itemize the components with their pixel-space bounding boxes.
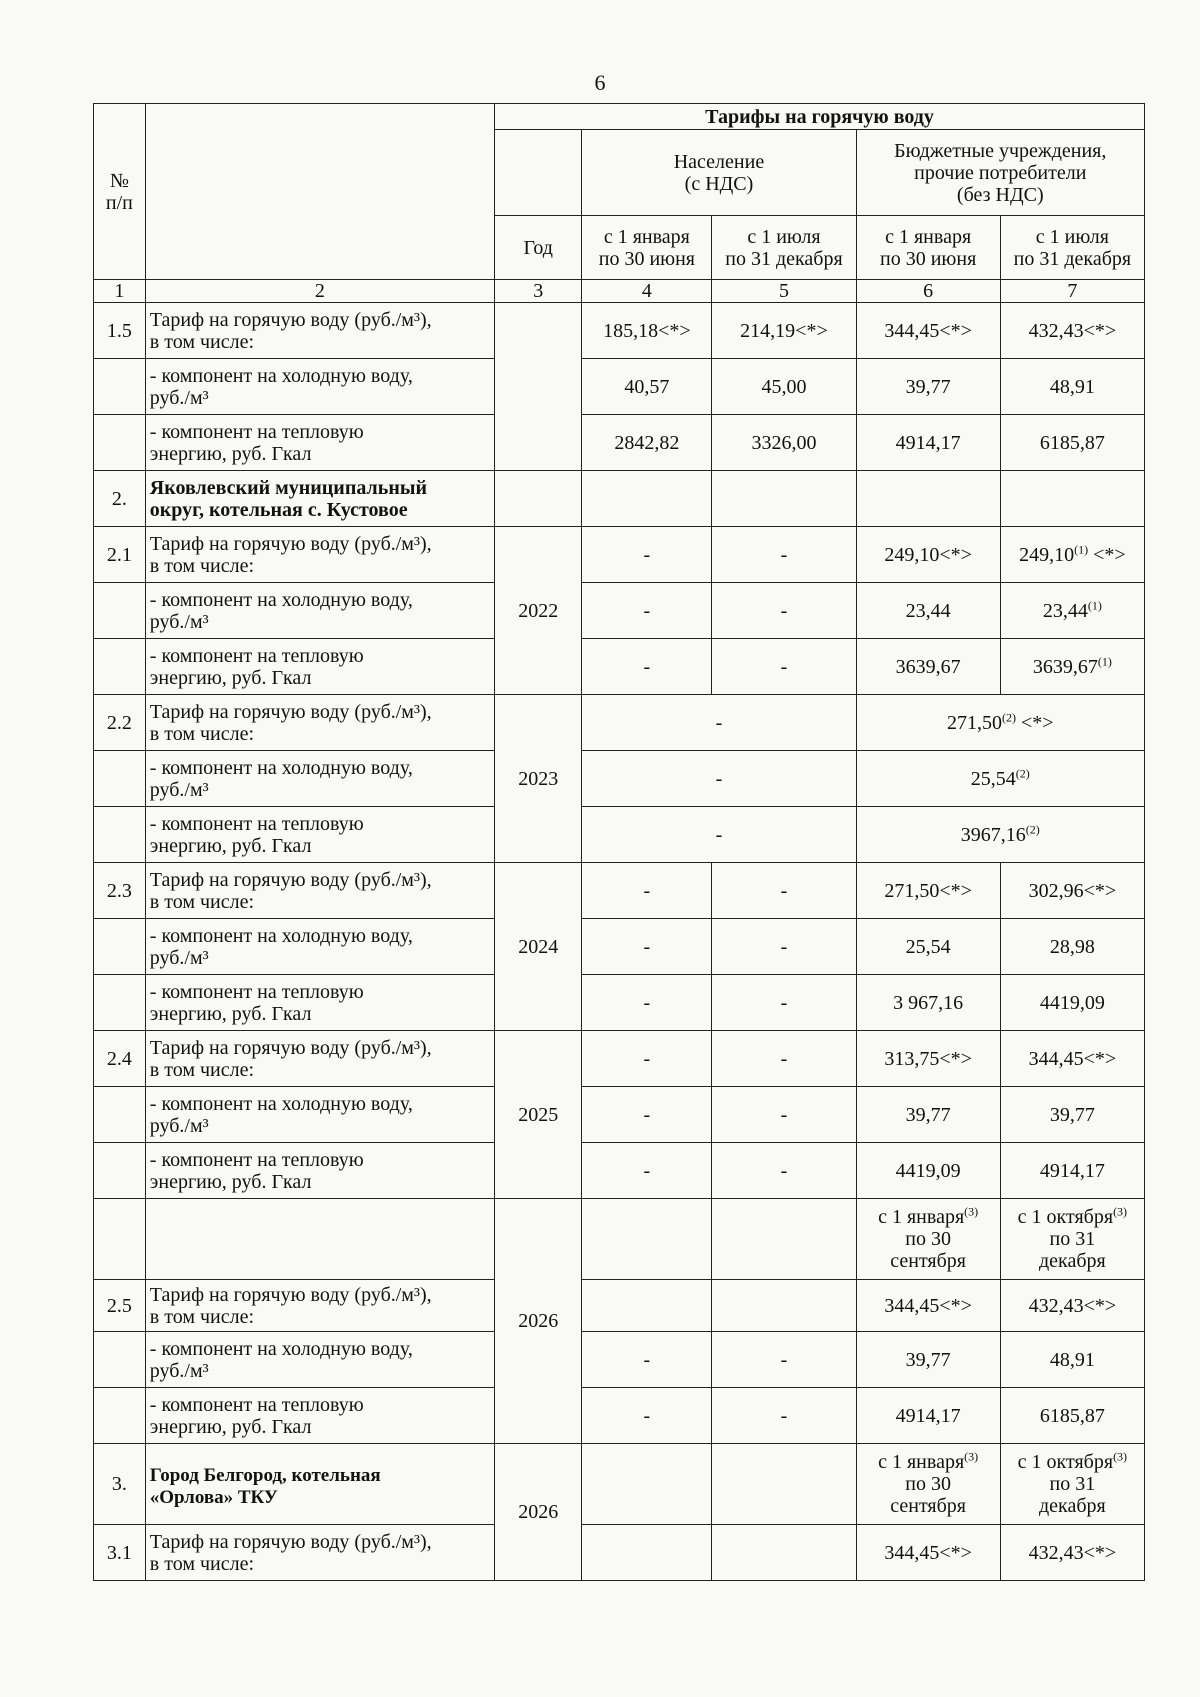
value-cell: 432,43<*> bbox=[1000, 1525, 1144, 1581]
value-tail: <*> bbox=[1015, 711, 1054, 734]
row-number-empty bbox=[94, 415, 146, 471]
value-cell: 214,19<*> bbox=[712, 303, 856, 359]
footnote-mark: (3) bbox=[1113, 1204, 1128, 1219]
row-number-empty bbox=[94, 639, 146, 695]
footnote-mark: (3) bbox=[1113, 1449, 1128, 1464]
value-main: 271,50 bbox=[946, 711, 1002, 734]
value-cell: - bbox=[712, 1087, 856, 1143]
value-cell: - bbox=[712, 639, 856, 695]
row-number-empty bbox=[94, 975, 146, 1031]
row-label: - компонент на холодную воду, руб./м³ bbox=[145, 1332, 494, 1388]
value-cell: - bbox=[582, 863, 712, 919]
row-label: - компонент на тепловую энергию, руб. Гкал bbox=[145, 807, 494, 863]
value-cell: - bbox=[712, 1388, 856, 1444]
year-cell: 2022 bbox=[495, 527, 582, 695]
footnote-mark: (3) bbox=[964, 1204, 979, 1219]
value-cell: 48,91 bbox=[1000, 359, 1144, 415]
period-end: по 31 декабря bbox=[1039, 1473, 1106, 1517]
footnote-mark: (3) bbox=[964, 1449, 979, 1464]
footnote-mark: (1) bbox=[1087, 597, 1102, 612]
row-number: 3.1 bbox=[94, 1525, 146, 1581]
value-cell bbox=[1000, 527, 1144, 583]
value-cell: 39,77 bbox=[856, 1332, 1000, 1388]
value-cell: 3639,67 bbox=[856, 639, 1000, 695]
row-number-empty bbox=[94, 1143, 146, 1199]
row-number-empty bbox=[94, 807, 146, 863]
row-number-empty bbox=[94, 1332, 146, 1388]
period-end: по 30 сентября bbox=[890, 1228, 967, 1272]
row-label: Тариф на горячую воду (руб./м³), в том числе: bbox=[145, 1031, 494, 1087]
row-label: Тариф на горячую воду (руб./м³), в том числе: bbox=[145, 1280, 494, 1332]
tariff-table bbox=[93, 103, 1145, 1581]
value-cell: 28,98 bbox=[1000, 919, 1144, 975]
period-start: с 1 октября bbox=[1017, 1451, 1114, 1473]
value-cell: 39,77 bbox=[856, 1087, 1000, 1143]
value-cell: 3326,00 bbox=[712, 415, 856, 471]
row-label: Тариф на горячую воду (руб./м³), в том числе: bbox=[145, 863, 494, 919]
value-cell: 25,54 bbox=[856, 919, 1000, 975]
row-number-empty bbox=[94, 919, 146, 975]
value-cell bbox=[1000, 583, 1144, 639]
footnote-mark: (2) bbox=[1025, 821, 1040, 836]
row-label: - компонент на тепловую энергию, руб. Гкал bbox=[145, 1143, 494, 1199]
row-label: - компонент на холодную воду, руб./м³ bbox=[145, 919, 494, 975]
header-bud-jan-jun: с 1 января по 30 июня bbox=[856, 216, 1000, 280]
row-label: - компонент на тепловую энергию, руб. Гкал bbox=[145, 639, 494, 695]
section-title: Город Белгород, котельная «Орлова» ТКУ bbox=[145, 1444, 494, 1525]
period-end: по 30 сентября bbox=[890, 1473, 967, 1517]
value-main: 249,10 bbox=[1019, 543, 1075, 566]
column-number: 3 bbox=[495, 280, 582, 303]
row-number-empty bbox=[94, 1388, 146, 1444]
column-number: 6 bbox=[856, 280, 1000, 303]
period-header bbox=[1000, 1199, 1144, 1280]
value-cell: - bbox=[712, 1143, 856, 1199]
row-number-empty bbox=[94, 751, 146, 807]
row-label: - компонент на тепловую энергию, руб. Гкал bbox=[145, 1388, 494, 1444]
value-tail: <*> bbox=[1088, 543, 1126, 566]
value-cell: - bbox=[582, 1143, 712, 1199]
column-number: 1 bbox=[94, 280, 146, 303]
value-cell: 2842,82 bbox=[582, 415, 712, 471]
row-number-empty bbox=[94, 359, 146, 415]
row-number: 2. bbox=[94, 471, 146, 527]
year-cell: 2024 bbox=[495, 863, 582, 1031]
row-number: 1.5 bbox=[94, 303, 146, 359]
value-cell: - bbox=[582, 639, 712, 695]
header-empty bbox=[145, 104, 494, 280]
period-start: с 1 января bbox=[878, 1451, 965, 1473]
value-cell: 40,57 bbox=[582, 359, 712, 415]
value-cell: - bbox=[582, 1031, 712, 1087]
value-cell: 6185,87 bbox=[1000, 1388, 1144, 1444]
period-start: с 1 октября bbox=[1017, 1206, 1114, 1228]
period-header bbox=[856, 1444, 1000, 1525]
empty-cell bbox=[145, 1199, 494, 1280]
year-cell: 2023 bbox=[495, 695, 582, 863]
value-cell: - bbox=[582, 1388, 712, 1444]
year-cell: 2026 bbox=[495, 1444, 582, 1581]
footnote-mark: (2) bbox=[1001, 709, 1016, 724]
value-cell: - bbox=[712, 527, 856, 583]
row-label: Тариф на горячую воду (руб./м³), в том числе: bbox=[145, 695, 494, 751]
value-cell: - bbox=[712, 975, 856, 1031]
value-cell: 344,45<*> bbox=[856, 1525, 1000, 1581]
row-number: 3. bbox=[94, 1444, 146, 1525]
row-number: 2.3 bbox=[94, 863, 146, 919]
empty-cell bbox=[582, 1280, 712, 1332]
page-number: 6 bbox=[594, 70, 606, 95]
value-cell: - bbox=[582, 1332, 712, 1388]
header-group-title: Тарифы на горячую воду bbox=[495, 104, 1145, 130]
value-cell: 4914,17 bbox=[856, 415, 1000, 471]
value-cell: - bbox=[712, 863, 856, 919]
row-number: 2.4 bbox=[94, 1031, 146, 1087]
value-main: 23,44 bbox=[1042, 599, 1088, 622]
value-cell bbox=[856, 807, 1144, 863]
value-cell: 39,77 bbox=[1000, 1087, 1144, 1143]
empty-cell bbox=[712, 1199, 856, 1280]
column-number: 2 bbox=[145, 280, 494, 303]
value-cell: - bbox=[582, 751, 856, 807]
value-cell: 313,75<*> bbox=[856, 1031, 1000, 1087]
row-number-empty bbox=[94, 1199, 146, 1280]
header-year: Год bbox=[495, 216, 582, 280]
empty-cell bbox=[1000, 471, 1144, 527]
row-label: Тариф на горячую воду (руб./м³), в том числе: bbox=[145, 527, 494, 583]
value-cell: 344,45<*> bbox=[856, 303, 1000, 359]
row-label: - компонент на тепловую энергию, руб. Гкал bbox=[145, 415, 494, 471]
header-year-empty bbox=[495, 130, 582, 216]
column-number: 4 bbox=[582, 280, 712, 303]
header-row-number: № п/п bbox=[94, 104, 146, 280]
value-cell bbox=[856, 751, 1144, 807]
row-number: 2.5 bbox=[94, 1280, 146, 1332]
period-header bbox=[1000, 1444, 1144, 1525]
row-number: 2.1 bbox=[94, 527, 146, 583]
value-cell: 4419,09 bbox=[856, 1143, 1000, 1199]
value-cell: 3 967,16 bbox=[856, 975, 1000, 1031]
header-population: Население (с НДС) bbox=[582, 130, 856, 216]
section-title: Яковлевский муниципальный округ, котельная с. Кустовое bbox=[145, 471, 494, 527]
footnote-mark: (1) bbox=[1074, 541, 1089, 556]
value-cell bbox=[856, 695, 1144, 751]
empty-cell bbox=[582, 1525, 712, 1581]
empty-cell bbox=[582, 1199, 712, 1280]
footnote-mark: (2) bbox=[1015, 765, 1030, 780]
value-cell: 6185,87 bbox=[1000, 415, 1144, 471]
value-cell: 432,43<*> bbox=[1000, 303, 1144, 359]
row-label: - компонент на холодную воду, руб./м³ bbox=[145, 751, 494, 807]
header-pop-jan-jun: с 1 января по 30 июня bbox=[582, 216, 712, 280]
value-cell: - bbox=[582, 919, 712, 975]
value-cell bbox=[1000, 639, 1144, 695]
year-cell: 2026 bbox=[495, 1199, 582, 1444]
empty-cell bbox=[582, 1444, 712, 1525]
value-cell: 185,18<*> bbox=[582, 303, 712, 359]
period-header bbox=[856, 1199, 1000, 1280]
value-cell: 23,44 bbox=[856, 583, 1000, 639]
period-end: по 31 декабря bbox=[1039, 1228, 1106, 1272]
year-cell-empty bbox=[495, 303, 582, 471]
row-label: - компонент на холодную воду, руб./м³ bbox=[145, 1087, 494, 1143]
value-cell: - bbox=[712, 1031, 856, 1087]
value-cell: 344,45<*> bbox=[856, 1280, 1000, 1332]
row-label: Тариф на горячую воду (руб./м³), в том числе: bbox=[145, 303, 494, 359]
period-start: с 1 января bbox=[878, 1206, 965, 1228]
value-cell: 4914,17 bbox=[1000, 1143, 1144, 1199]
value-cell: 4914,17 bbox=[856, 1388, 1000, 1444]
year-cell: 2025 bbox=[495, 1031, 582, 1199]
empty-cell bbox=[495, 471, 582, 527]
value-cell: - bbox=[712, 583, 856, 639]
header-budget: Бюджетные учреждения, прочие потребители (без НДС) bbox=[856, 130, 1144, 216]
row-number-empty bbox=[94, 1087, 146, 1143]
value-cell: - bbox=[582, 583, 712, 639]
row-label: - компонент на холодную воду, руб./м³ bbox=[145, 359, 494, 415]
row-number: 2.2 bbox=[94, 695, 146, 751]
value-cell: 432,43<*> bbox=[1000, 1280, 1144, 1332]
empty-cell bbox=[712, 1444, 856, 1525]
value-cell: 302,96<*> bbox=[1000, 863, 1144, 919]
value-cell: - bbox=[582, 695, 856, 751]
value-cell: 4419,09 bbox=[1000, 975, 1144, 1031]
footnote-mark: (1) bbox=[1097, 653, 1112, 668]
value-cell: 48,91 bbox=[1000, 1332, 1144, 1388]
value-cell: - bbox=[712, 1332, 856, 1388]
row-label: - компонент на тепловую энергию, руб. Гкал bbox=[145, 975, 494, 1031]
value-main: 3639,67 bbox=[1032, 655, 1098, 678]
value-cell: - bbox=[582, 807, 856, 863]
row-label: Тариф на горячую воду (руб./м³), в том числе: bbox=[145, 1525, 494, 1581]
value-cell: - bbox=[582, 975, 712, 1031]
value-cell: 249,10<*> bbox=[856, 527, 1000, 583]
column-number: 7 bbox=[1000, 280, 1144, 303]
header-pop-jul-dec: с 1 июля по 31 декабря bbox=[712, 216, 856, 280]
value-cell: - bbox=[582, 1087, 712, 1143]
empty-cell bbox=[712, 1280, 856, 1332]
row-label: - компонент на холодную воду, руб./м³ bbox=[145, 583, 494, 639]
header-bud-jul-dec: с 1 июля по 31 декабря bbox=[1000, 216, 1144, 280]
empty-cell bbox=[856, 471, 1000, 527]
value-cell: 39,77 bbox=[856, 359, 1000, 415]
value-cell: 344,45<*> bbox=[1000, 1031, 1144, 1087]
empty-cell bbox=[712, 1525, 856, 1581]
empty-cell bbox=[582, 471, 712, 527]
value-cell: - bbox=[712, 919, 856, 975]
value-main: 3967,16 bbox=[960, 823, 1026, 846]
column-number: 5 bbox=[712, 280, 856, 303]
value-cell: - bbox=[582, 527, 712, 583]
value-cell: 45,00 bbox=[712, 359, 856, 415]
value-main: 25,54 bbox=[970, 767, 1016, 790]
row-number-empty bbox=[94, 583, 146, 639]
empty-cell bbox=[712, 471, 856, 527]
value-cell: 271,50<*> bbox=[856, 863, 1000, 919]
